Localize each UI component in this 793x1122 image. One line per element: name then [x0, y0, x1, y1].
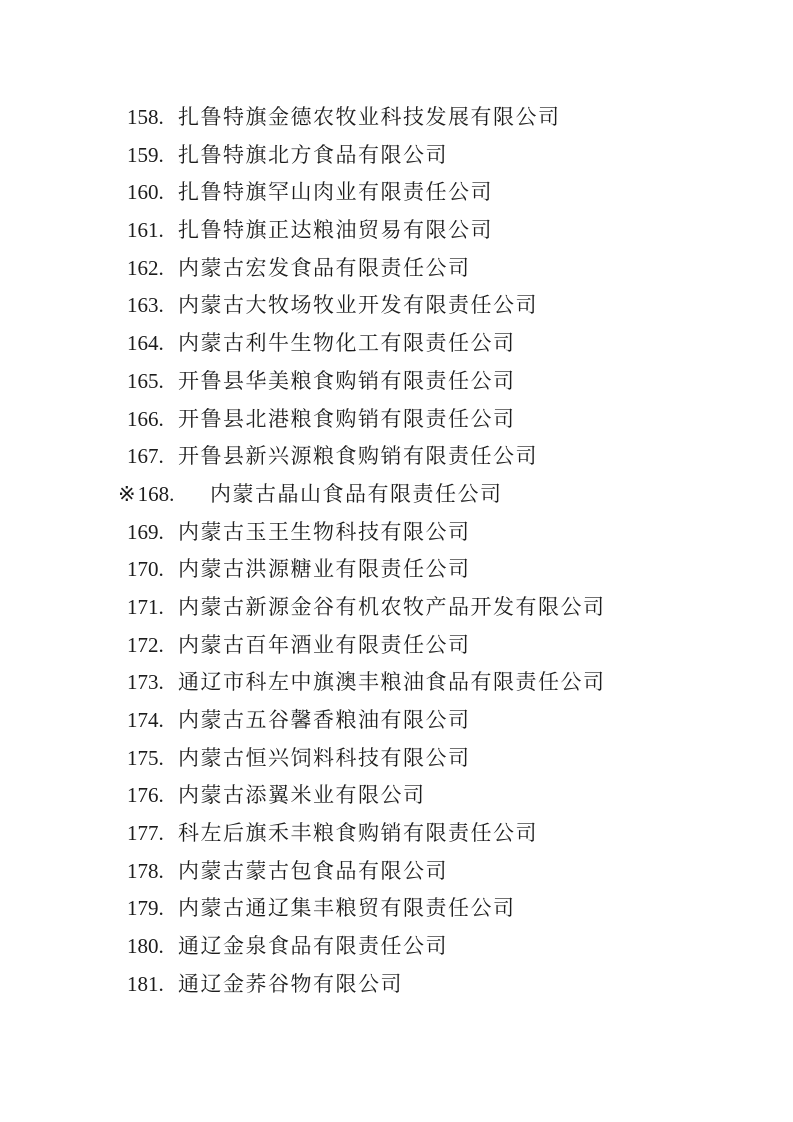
item-number-group — [125, 137, 178, 175]
list-item — [125, 589, 763, 627]
list-item — [125, 212, 763, 250]
item-number-group — [125, 99, 178, 137]
list-item — [125, 363, 763, 401]
item-number: 162. — [127, 255, 164, 280]
item-number-group — [125, 928, 178, 966]
item-number-group — [125, 702, 178, 740]
company-name: 内蒙古宏发食品有限责任公司 — [178, 255, 471, 280]
company-name: 内蒙古晶山食品有限责任公司 — [210, 481, 503, 506]
list-item — [125, 966, 763, 1004]
list-item — [125, 815, 763, 853]
item-number: 163. — [127, 293, 164, 318]
list-item — [125, 287, 763, 325]
list-item — [125, 401, 763, 439]
item-number: 158. — [127, 105, 164, 129]
company-name: 开鲁县新兴源粮食购销有限责任公司 — [178, 444, 538, 469]
item-number-group — [118, 476, 210, 514]
item-number: 169. — [127, 519, 164, 544]
company-name: 开鲁县华美粮食购销有限责任公司 — [178, 368, 516, 393]
item-number-group — [125, 589, 178, 627]
special-marker: ※ — [118, 481, 136, 506]
list-item — [125, 664, 763, 702]
item-number-group — [125, 890, 178, 928]
item-number-group — [125, 287, 178, 325]
item-number-group — [125, 966, 178, 1004]
company-name: 通辽市科左中旗澳丰粮油食品有限责任公司 — [178, 670, 606, 695]
list-item — [125, 702, 763, 740]
item-number: 159. — [127, 142, 164, 167]
list-item — [125, 438, 763, 476]
company-name: 内蒙古大牧场牧业开发有限责任公司 — [178, 293, 538, 318]
item-number-group — [125, 853, 178, 891]
list-item — [125, 890, 763, 928]
item-number-group — [125, 777, 178, 815]
item-number: 165. — [127, 368, 164, 393]
company-name: 内蒙古利牛生物化工有限责任公司 — [178, 331, 516, 356]
list-item — [125, 627, 763, 665]
item-number-group — [125, 514, 178, 552]
list-item — [125, 740, 763, 778]
item-number: 177. — [127, 821, 164, 846]
item-number: 175. — [127, 745, 164, 770]
company-name: 通辽金荞谷物有限公司 — [178, 971, 403, 996]
item-number: 161. — [127, 218, 164, 243]
item-number-group — [125, 174, 178, 212]
item-number: 168. — [137, 481, 175, 506]
item-number: 172. — [127, 632, 164, 657]
item-number: 170. — [127, 557, 164, 582]
item-number: 166. — [127, 406, 164, 431]
item-number-group — [125, 212, 178, 250]
item-number-group — [125, 325, 178, 363]
list-item — [125, 853, 763, 891]
item-number: 160. — [127, 180, 164, 205]
company-name: 科左后旗禾丰粮食购销有限责任公司 — [178, 821, 538, 846]
item-number: 174. — [127, 708, 164, 732]
company-name: 内蒙古通辽集丰粮贸有限责任公司 — [178, 896, 516, 921]
item-number-group — [125, 815, 178, 853]
list-item — [118, 476, 763, 514]
item-number-group — [125, 250, 178, 288]
company-name: 内蒙古百年酒业有限责任公司 — [178, 632, 471, 657]
company-name: 内蒙古添翼米业有限公司 — [178, 783, 426, 808]
company-name: 扎鲁特旗罕山肉业有限责任公司 — [178, 180, 493, 205]
company-name: 内蒙古五谷馨香粮油有限公司 — [178, 708, 471, 732]
company-name: 开鲁县北港粮食购销有限责任公司 — [178, 406, 516, 431]
item-number-group — [125, 627, 178, 665]
company-name: 内蒙古新源金谷有机农牧产品开发有限公司 — [178, 594, 606, 619]
company-name: 内蒙古蒙古包食品有限公司 — [178, 858, 448, 883]
list-item — [125, 250, 763, 288]
item-number: 178. — [127, 858, 164, 883]
list-item — [125, 99, 763, 137]
item-number: 164. — [127, 331, 164, 356]
item-number: 181. — [127, 971, 164, 996]
item-number: 179. — [127, 896, 164, 921]
company-name: 内蒙古恒兴饲料科技有限公司 — [178, 745, 471, 770]
company-name: 内蒙古洪源糖业有限责任公司 — [178, 557, 471, 582]
list-item — [125, 551, 763, 589]
item-number: 176. — [127, 783, 164, 808]
company-name: 扎鲁特旗金德农牧业科技发展有限公司 — [178, 105, 561, 129]
item-number: 180. — [127, 934, 164, 959]
company-name: 通辽金泉食品有限责任公司 — [178, 934, 448, 959]
item-number: 171. — [127, 594, 164, 619]
list-item — [125, 325, 763, 363]
list-item — [125, 137, 763, 175]
company-name: 内蒙古玉王生物科技有限公司 — [178, 519, 471, 544]
item-number-group — [125, 740, 178, 778]
item-number: 173. — [127, 670, 164, 695]
item-number-group — [125, 664, 178, 702]
item-number-group — [125, 401, 178, 439]
list-item — [125, 777, 763, 815]
list-item — [125, 514, 763, 552]
company-name: 扎鲁特旗正达粮油贸易有限公司 — [178, 218, 493, 243]
company-name: 扎鲁特旗北方食品有限公司 — [178, 142, 448, 167]
item-number-group — [125, 551, 178, 589]
item-number-group — [125, 438, 178, 476]
item-number: 167. — [127, 444, 164, 469]
list-item — [125, 928, 763, 966]
list-item — [125, 174, 763, 212]
item-number-group — [125, 363, 178, 401]
